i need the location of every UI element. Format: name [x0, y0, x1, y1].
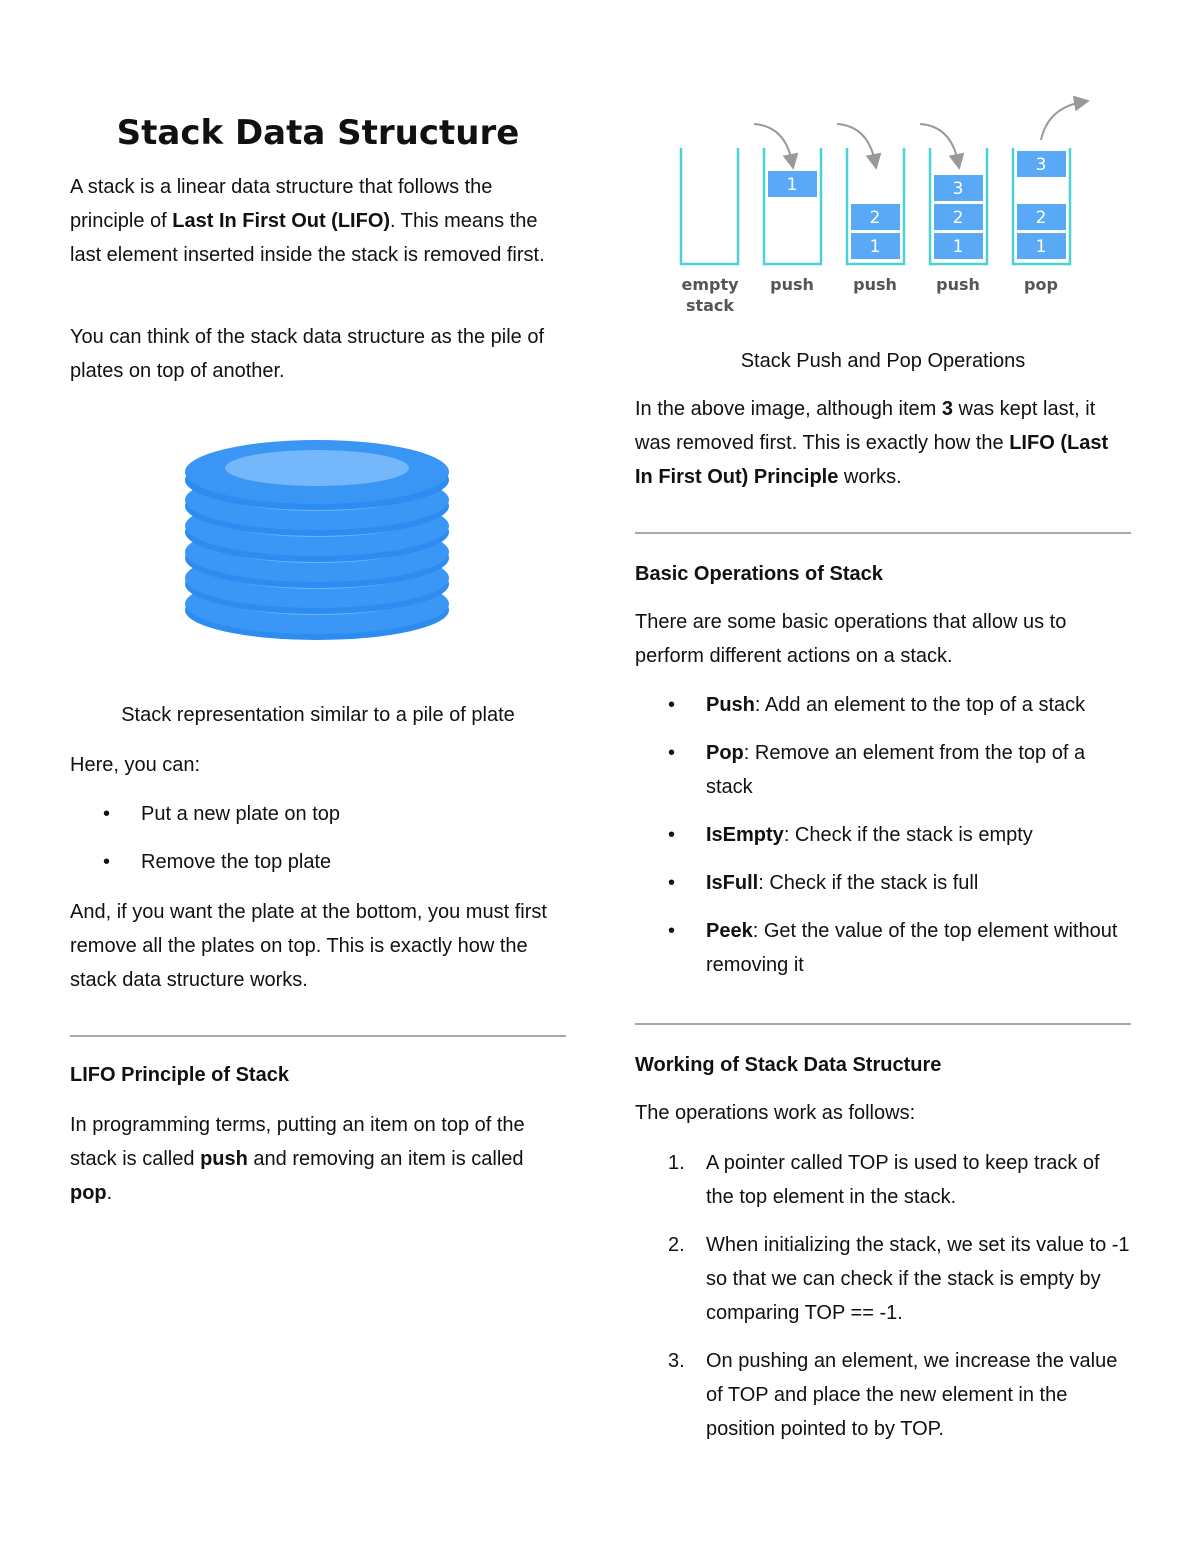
list-item: • Put a new plate on top	[70, 797, 566, 831]
list-item	[635, 866, 1131, 900]
step-text: On pushing an element, we increase the value of TOP and place the new element in the position pointed to by TOP.	[706, 1350, 1118, 1440]
working-intro: The operations work as follows:	[635, 1102, 916, 1124]
label-empty: empty	[681, 275, 739, 294]
lifo-text: .	[106, 1182, 113, 1204]
lifo-heading: LIFO Principle of Stack	[70, 1064, 289, 1086]
list-item	[635, 914, 1131, 982]
working-heading: Working of Stack Data Structure	[635, 1054, 942, 1076]
intro-bold-lifo: Last In First Out (LIFO)	[172, 210, 391, 232]
plates-caption: Stack representation similar to a pile of plate	[121, 704, 515, 726]
plates-stack-illustration	[183, 432, 453, 652]
item-label: 1	[869, 237, 881, 257]
op-name: Pop	[706, 742, 744, 764]
step-text: When initializing the stack, we set its value to -1 so that we can check if the stack is empty by comparing TOP == -1.	[706, 1234, 1130, 1324]
basic-ops-list	[635, 688, 1131, 982]
list-item	[635, 818, 1131, 852]
plate-actions-list	[70, 797, 566, 879]
push-arrow-icon	[837, 124, 875, 162]
item-label: 1	[786, 175, 798, 195]
working-steps-list	[635, 1146, 1131, 1446]
label-push: push	[853, 275, 897, 294]
list-item	[635, 736, 1131, 804]
item-label: 3	[952, 179, 964, 199]
intro-text: A stack is a linear data structure that follows the principle of	[70, 176, 493, 232]
list-item	[635, 1344, 1131, 1446]
step-number: 1.	[668, 1152, 685, 1174]
push-arrow-icon	[920, 124, 958, 162]
op-name: IsFull	[706, 872, 759, 894]
push-pop-diagram	[670, 96, 1100, 326]
divider	[635, 1023, 1131, 1025]
lifo-paragraph	[70, 1108, 566, 1210]
lifo-bold-pop: pop	[70, 1182, 107, 1204]
divider	[635, 532, 1131, 534]
divider	[70, 1035, 566, 1037]
op-desc: : Add an element to the top of a stack	[754, 694, 1086, 716]
step-number: 2.	[668, 1234, 685, 1256]
analogy-paragraph: You can think of the stack data structure as the pile of plates on top of another.	[70, 326, 544, 382]
intro-paragraph	[70, 170, 566, 272]
list-item	[635, 688, 1131, 722]
above-bold-lifo: LIFO (Last In First Out) Principle	[635, 432, 1109, 488]
item-label: 1	[952, 237, 964, 257]
item-label: 2	[869, 208, 881, 228]
label-push: push	[770, 275, 814, 294]
op-desc: : Check if the stack is empty	[783, 824, 1033, 846]
item-label: 2	[1035, 208, 1047, 228]
label-pop: pop	[1024, 275, 1058, 294]
diagram-caption: Stack Push and Pop Operations	[740, 350, 1026, 372]
intro-text-end: . This means the last element inserted inside the stack is removed first.	[70, 210, 545, 266]
list-item	[635, 1228, 1131, 1330]
op-name: IsEmpty	[706, 824, 784, 846]
list-item: • Remove the top plate	[70, 845, 566, 879]
pop-arrow-icon	[1041, 102, 1082, 140]
plate-1-top	[185, 440, 449, 510]
label-stack: stack	[685, 296, 735, 315]
op-desc: : Remove an element from the top of a stack	[706, 742, 1086, 798]
above-text: works.	[838, 466, 902, 488]
above-text: In the above image, although item	[635, 398, 942, 420]
stack-empty-container	[681, 148, 738, 264]
lifo-bold-push: push	[200, 1148, 248, 1170]
lifo-text: In programming terms, putting an item on top of the stack is called	[70, 1114, 525, 1170]
here-you-can: Here, you can:	[70, 754, 201, 776]
item-label: 3	[1035, 155, 1047, 175]
item-label: 1	[1035, 237, 1047, 257]
op-name: Peek	[706, 920, 753, 942]
stack-push1-container	[764, 148, 821, 264]
above-image-paragraph	[635, 392, 1131, 494]
op-desc: : Get the value of the top element without removing it	[706, 920, 1118, 976]
basic-ops-intro: There are some basic operations that allow us to perform different actions on a stack.	[635, 611, 1067, 667]
step-text: A pointer called TOP is used to keep track of the top element in the stack.	[706, 1152, 1100, 1208]
label-push: push	[936, 275, 980, 294]
list-item	[635, 1146, 1131, 1214]
basic-ops-heading: Basic Operations of Stack	[635, 563, 883, 585]
op-name: Push	[706, 694, 755, 716]
page-title: Stack Data Structure	[116, 113, 520, 153]
bottom-plate-paragraph: And, if you want the plate at the bottom, you must first remove all the plates on top. This is exactly how the stack data structure works.	[70, 901, 547, 991]
lifo-text: and removing an item is called	[247, 1148, 524, 1170]
step-number: 3.	[668, 1350, 685, 1372]
item-label: 2	[952, 208, 964, 228]
op-desc: : Check if the stack is full	[758, 872, 979, 894]
above-text: was kept last, it was removed first. This is exactly how the	[635, 398, 1096, 454]
push-arrow-icon	[754, 124, 792, 162]
above-bold: 3	[941, 398, 953, 420]
